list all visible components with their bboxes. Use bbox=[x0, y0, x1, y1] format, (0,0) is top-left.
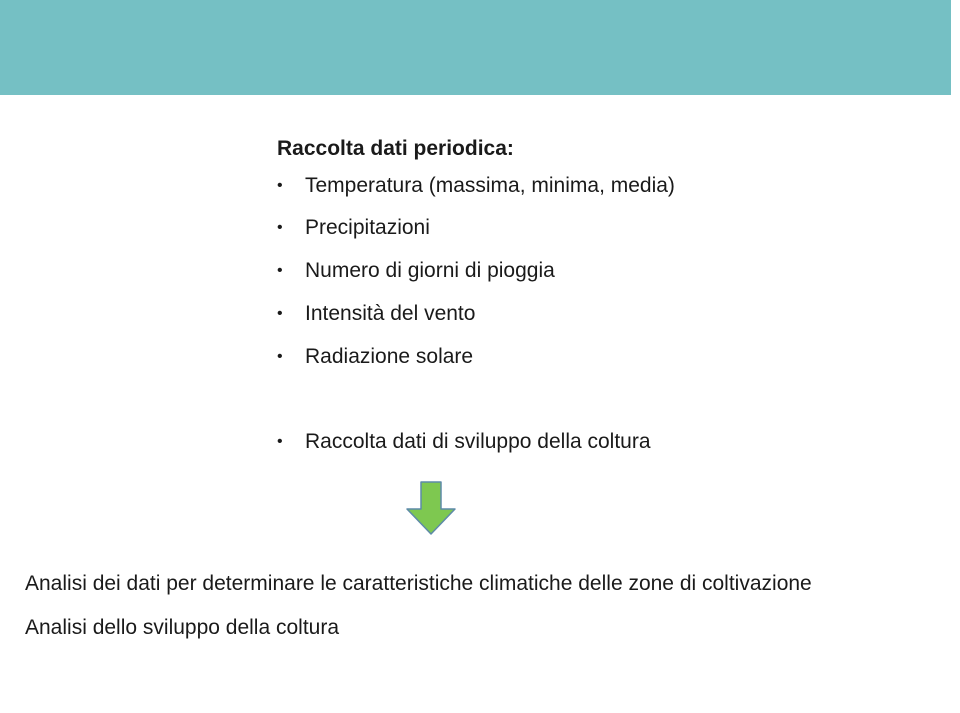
bullet-icon: • bbox=[277, 262, 283, 279]
list-item-text: Raccolta dati di sviluppo della coltura bbox=[305, 430, 651, 453]
analysis-growth-line: Analisi dello sviluppo della coltura bbox=[25, 616, 340, 639]
header-band bbox=[0, 0, 951, 95]
arrow-down-shape bbox=[407, 482, 455, 534]
arrow-down-icon bbox=[404, 480, 458, 536]
list-item-text: Precipitazioni bbox=[305, 216, 430, 239]
bullet-icon: • bbox=[277, 433, 283, 450]
list-item-text: Intensità del vento bbox=[305, 302, 476, 325]
list-item-text: Temperatura (massima, minima, media) bbox=[305, 174, 675, 197]
bullet-icon: • bbox=[277, 177, 283, 194]
analysis-climate-line: Analisi dei dati per determinare le caratteristiche climatiche delle zone di coltivazione bbox=[25, 572, 812, 595]
list-item-text: Numero di giorni di pioggia bbox=[305, 259, 555, 282]
list-item-text: Radiazione solare bbox=[305, 345, 474, 368]
bullet-icon: • bbox=[277, 305, 283, 322]
bullet-icon: • bbox=[277, 348, 283, 365]
bullet-icon: • bbox=[277, 219, 283, 236]
section-heading: Raccolta dati periodica: bbox=[277, 137, 514, 160]
